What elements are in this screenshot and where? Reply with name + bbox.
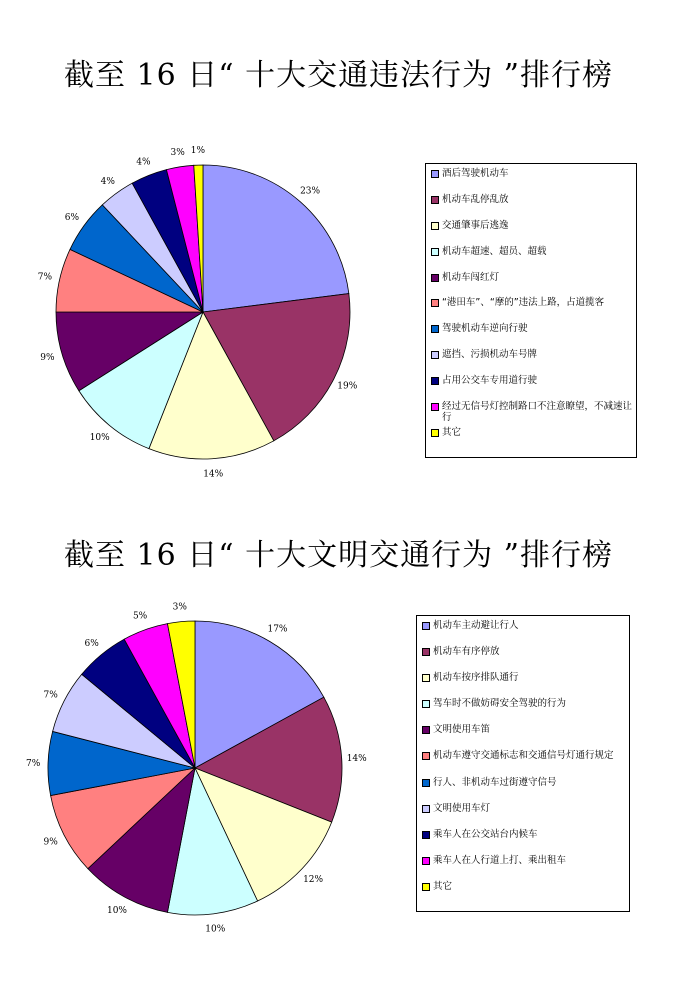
chart-legend <box>416 615 630 912</box>
legend-swatch <box>431 403 439 411</box>
legend-swatch <box>431 351 439 359</box>
legend-item <box>431 168 632 194</box>
legend-item <box>431 194 632 220</box>
legend-swatch <box>431 222 439 230</box>
slice-data-label: 1% <box>190 146 206 157</box>
slice-data-label: 10% <box>89 432 110 443</box>
legend-item <box>422 672 625 698</box>
legend-label: 其它 <box>442 426 462 438</box>
legend-item <box>422 881 625 907</box>
legend-label: 文明使用车笛 <box>433 724 491 736</box>
legend-item <box>431 375 632 401</box>
legend-label: 文明使用车灯 <box>433 802 491 814</box>
legend-label: 交通肇事后逃逸 <box>442 219 509 231</box>
legend-item <box>422 829 625 855</box>
legend-swatch <box>431 170 439 178</box>
legend-swatch <box>431 274 439 282</box>
legend-swatch <box>431 299 439 307</box>
slice-data-label: 14% <box>346 753 367 764</box>
legend-label: 驾驶机动车逆向行驶 <box>442 323 528 335</box>
legend-item <box>422 620 625 646</box>
legend-item <box>431 246 632 272</box>
chart-legend <box>425 163 637 458</box>
legend-label: 机动车遵守交通标志和交通信号灯通行规定 <box>433 750 614 762</box>
legend-label: 乘车人在人行道上打、乘出租车 <box>433 854 567 866</box>
legend-swatch <box>431 196 439 204</box>
slice-data-label: 14% <box>203 469 224 480</box>
slice-data-label: 10% <box>106 906 128 916</box>
legend-label: 驾车时不做妨碍安全驾驶的行为 <box>433 698 567 710</box>
slice-data-label: 12% <box>303 874 324 885</box>
legend-item <box>431 272 632 298</box>
legend-swatch <box>422 831 430 839</box>
legend-item <box>422 777 625 803</box>
legend-item <box>431 401 632 427</box>
legend-swatch <box>431 429 439 437</box>
slice-data-label: 3% <box>172 602 187 613</box>
pie-slice <box>203 165 349 312</box>
legend-item <box>431 323 632 349</box>
chart-title: 截至 16 日“ 十大交通违法行为 ”排行榜 <box>64 58 613 93</box>
legend-item <box>431 427 632 453</box>
legend-label: 经过无信号灯控制路口不注意瞭望，不减速让行 <box>442 401 633 424</box>
legend-swatch <box>422 700 430 708</box>
slice-data-label: 9% <box>43 837 58 848</box>
legend-label: 机动车闯红灯 <box>442 271 500 283</box>
legend-swatch <box>422 622 430 630</box>
slice-data-label: 17% <box>267 624 288 635</box>
slice-data-label: 7% <box>37 272 53 283</box>
legend-item <box>422 855 625 881</box>
legend-label: 机动车主动避让行人 <box>433 620 519 631</box>
legend-swatch <box>422 805 430 813</box>
legend-label: 机动车有序停放 <box>433 646 500 658</box>
legend-item <box>431 349 632 375</box>
legend-swatch <box>422 674 430 682</box>
slice-data-label: 3% <box>170 148 185 158</box>
legend-swatch <box>431 248 439 256</box>
legend-item <box>431 297 632 323</box>
legend-swatch <box>422 883 430 891</box>
slice-data-label: 5% <box>132 611 148 622</box>
slice-data-label: 6% <box>64 212 80 223</box>
legend-item <box>422 750 625 776</box>
legend-label: 机动车按序排队通行 <box>433 672 519 684</box>
slice-data-label: 9% <box>40 353 55 364</box>
legend-item <box>422 698 625 724</box>
legend-swatch <box>422 857 430 865</box>
legend-label: 行人、非机动车过街遵守信号 <box>433 776 557 788</box>
slice-data-label: 10% <box>205 924 226 935</box>
legend-label: 其它 <box>433 880 453 892</box>
legend-swatch <box>431 325 439 333</box>
pie-chart <box>25 600 380 940</box>
legend-swatch <box>422 648 430 656</box>
legend-swatch <box>422 726 430 734</box>
legend-label: 机动车超速、超员、超载 <box>442 245 547 257</box>
legend-label: 占用公交车专用道行驶 <box>442 375 538 387</box>
legend-item <box>431 220 632 246</box>
slice-data-label: 6% <box>84 639 99 650</box>
slice-data-label: 4% <box>100 176 115 187</box>
legend-item <box>422 803 625 829</box>
slice-data-label: 19% <box>337 381 358 392</box>
slice-data-label: 4% <box>136 157 151 168</box>
legend-swatch <box>422 752 430 760</box>
legend-label: 遮挡、污损机动车号牌 <box>442 349 538 361</box>
slice-data-label: 23% <box>300 186 321 197</box>
slice-data-label: 7% <box>25 758 41 769</box>
pie-chart <box>37 146 370 480</box>
legend-item <box>422 724 625 750</box>
legend-swatch <box>431 377 439 385</box>
legend-item <box>422 646 625 672</box>
legend-label: 酒后驾驶机动车 <box>442 168 509 179</box>
legend-label: “港田车”、“摩的”违法上路，占道揽客 <box>442 297 605 309</box>
chart-title: 截至 16 日“ 十大文明交通行为 ”排行榜 <box>64 538 613 573</box>
legend-label: 机动车乱停乱放 <box>442 193 509 205</box>
legend-label: 乘车人在公交站台内候车 <box>433 828 538 840</box>
legend-swatch <box>422 779 430 787</box>
slice-data-label: 7% <box>43 690 58 701</box>
